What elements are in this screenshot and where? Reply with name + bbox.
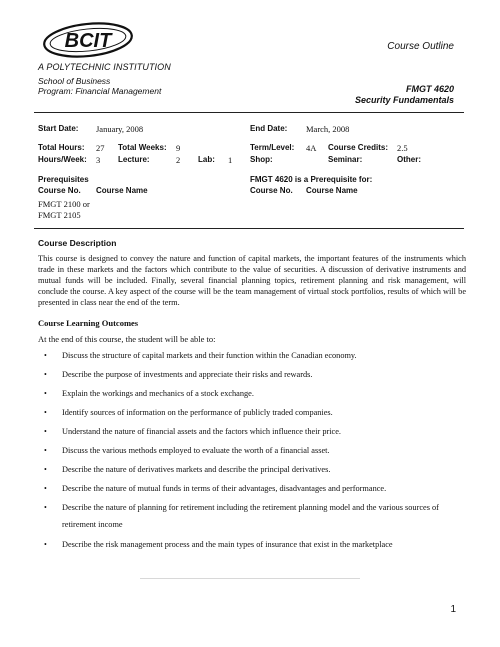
other-label: Other:	[397, 155, 421, 164]
shop-label: Shop:	[250, 155, 273, 164]
bullet-icon: •	[44, 351, 47, 360]
outcome-item	[38, 407, 458, 418]
start-date-value: January, 2008	[96, 124, 144, 134]
outcome-text: Explain the workings and mechanics of a stock exchange.	[62, 389, 254, 398]
bullet-icon: •	[44, 484, 47, 493]
prerequisite-for-heading: FMGT 4620 is a Prerequisite for:	[250, 175, 373, 184]
bullet-icon: •	[44, 408, 47, 417]
outcome-item	[38, 388, 458, 399]
outcome-item	[38, 499, 458, 533]
course-code: FMGT 4620	[405, 84, 454, 94]
outcome-text: Describe the nature of mutual funds in terms of their advantages, disadvantages and performance.	[62, 484, 387, 493]
prereq-item: FMGT 2100 or	[38, 199, 90, 209]
outcome-item	[38, 445, 458, 456]
course-credits-label: Course Credits:	[328, 143, 389, 152]
bullet-icon: •	[44, 503, 47, 512]
course-title: Security Fundamentals	[354, 95, 454, 105]
outcome-text: Describe the purpose of investments and appreciate their risks and rewards.	[62, 370, 313, 379]
hours-week-value: 3	[96, 155, 101, 165]
bullet-icon: •	[44, 446, 47, 455]
start-date-label: Start Date:	[38, 124, 79, 133]
prereq-col-course-name: Course Name	[96, 186, 148, 195]
bullet-icon: •	[44, 370, 47, 379]
term-level-value: 4A	[306, 143, 317, 153]
learning-outcomes-intro: At the end of this course, the student will be able to:	[38, 334, 216, 344]
outcome-text: Discuss the various methods employed to evaluate the worth of a financial asset.	[62, 446, 330, 455]
prerequisites-heading: Prerequisites	[38, 175, 89, 184]
end-date-label: End Date:	[250, 124, 288, 133]
outcome-text: Identify sources of information on the performance of publicly traded companies.	[62, 408, 333, 417]
prereq-col-course-no: Course No.	[38, 186, 81, 195]
total-weeks-value: 9	[176, 143, 181, 153]
prereq-for-col-course-name: Course Name	[306, 186, 358, 195]
header-divider	[34, 112, 464, 113]
lab-label: Lab:	[198, 155, 215, 164]
bcit-logo	[38, 18, 138, 62]
page-number: 1	[450, 604, 456, 615]
bullet-icon: •	[44, 389, 47, 398]
bullet-icon: •	[44, 540, 47, 549]
outcome-item	[38, 350, 458, 361]
outcome-text: Discuss the structure of capital markets and their function within the Canadian economy.	[62, 351, 357, 360]
lecture-value: 2	[176, 155, 181, 165]
outcome-item	[38, 369, 458, 380]
prereq-item: FMGT 2105	[38, 210, 81, 220]
outcome-text: Describe the nature of derivatives markets and describe the principal derivatives.	[62, 465, 331, 474]
seminar-label: Seminar:	[328, 155, 363, 164]
outcome-text: Describe the nature of planning for retirement including the retirement planning model and the various sources of retirement income	[62, 503, 439, 529]
school-name: School of Business	[38, 76, 111, 86]
end-date-value: March, 2008	[306, 124, 350, 134]
document-type: Course Outline	[387, 41, 454, 52]
learning-outcomes-list	[38, 350, 458, 558]
bcit-logo-text: BCIT	[64, 30, 112, 52]
lecture-label: Lecture:	[118, 155, 150, 164]
learning-outcomes-heading: Course Learning Outcomes	[38, 318, 139, 328]
outcome-item	[38, 426, 458, 437]
prereq-for-col-course-no: Course No.	[250, 186, 293, 195]
outcome-text: Describe the risk management process and the main types of insurance that exist in the marketplace	[62, 540, 393, 549]
section-divider	[34, 228, 464, 229]
bullet-icon: •	[44, 427, 47, 436]
course-description-text: This course is designed to convey the nature and function of capital markets, the important features of the instruments which trade in these markets and the factors which contribute to the value of securities. A discussion of derivative instruments and mutual funds will be included. Finally, several financial planning topics, retirement planning and risk management, will conclude the course. A key aspect of the course will be the team management of virtual stock portfolios, results of which will be presented in class near the end of the term.	[38, 254, 466, 307]
course-credits-value: 2.5	[397, 143, 408, 153]
total-hours-value: 27	[96, 143, 105, 153]
bcit-logo-graphic	[38, 18, 138, 62]
lab-value: 1	[228, 155, 233, 165]
scan-artifact	[140, 578, 360, 579]
institution-tagline: A POLYTECHNIC INSTITUTION	[38, 62, 171, 72]
outcome-item	[38, 539, 458, 550]
outcome-text: Understand the nature of financial assets and the factors which influence their price.	[62, 427, 341, 436]
total-weeks-label: Total Weeks:	[118, 143, 167, 152]
term-level-label: Term/Level:	[250, 143, 295, 152]
bullet-icon: •	[44, 465, 47, 474]
hours-week-label: Hours/Week:	[38, 155, 87, 164]
outcome-item	[38, 483, 458, 494]
total-hours-label: Total Hours:	[38, 143, 85, 152]
course-description-heading: Course Description	[38, 238, 117, 248]
program-name: Program: Financial Management	[38, 86, 162, 96]
outcome-item	[38, 464, 458, 475]
